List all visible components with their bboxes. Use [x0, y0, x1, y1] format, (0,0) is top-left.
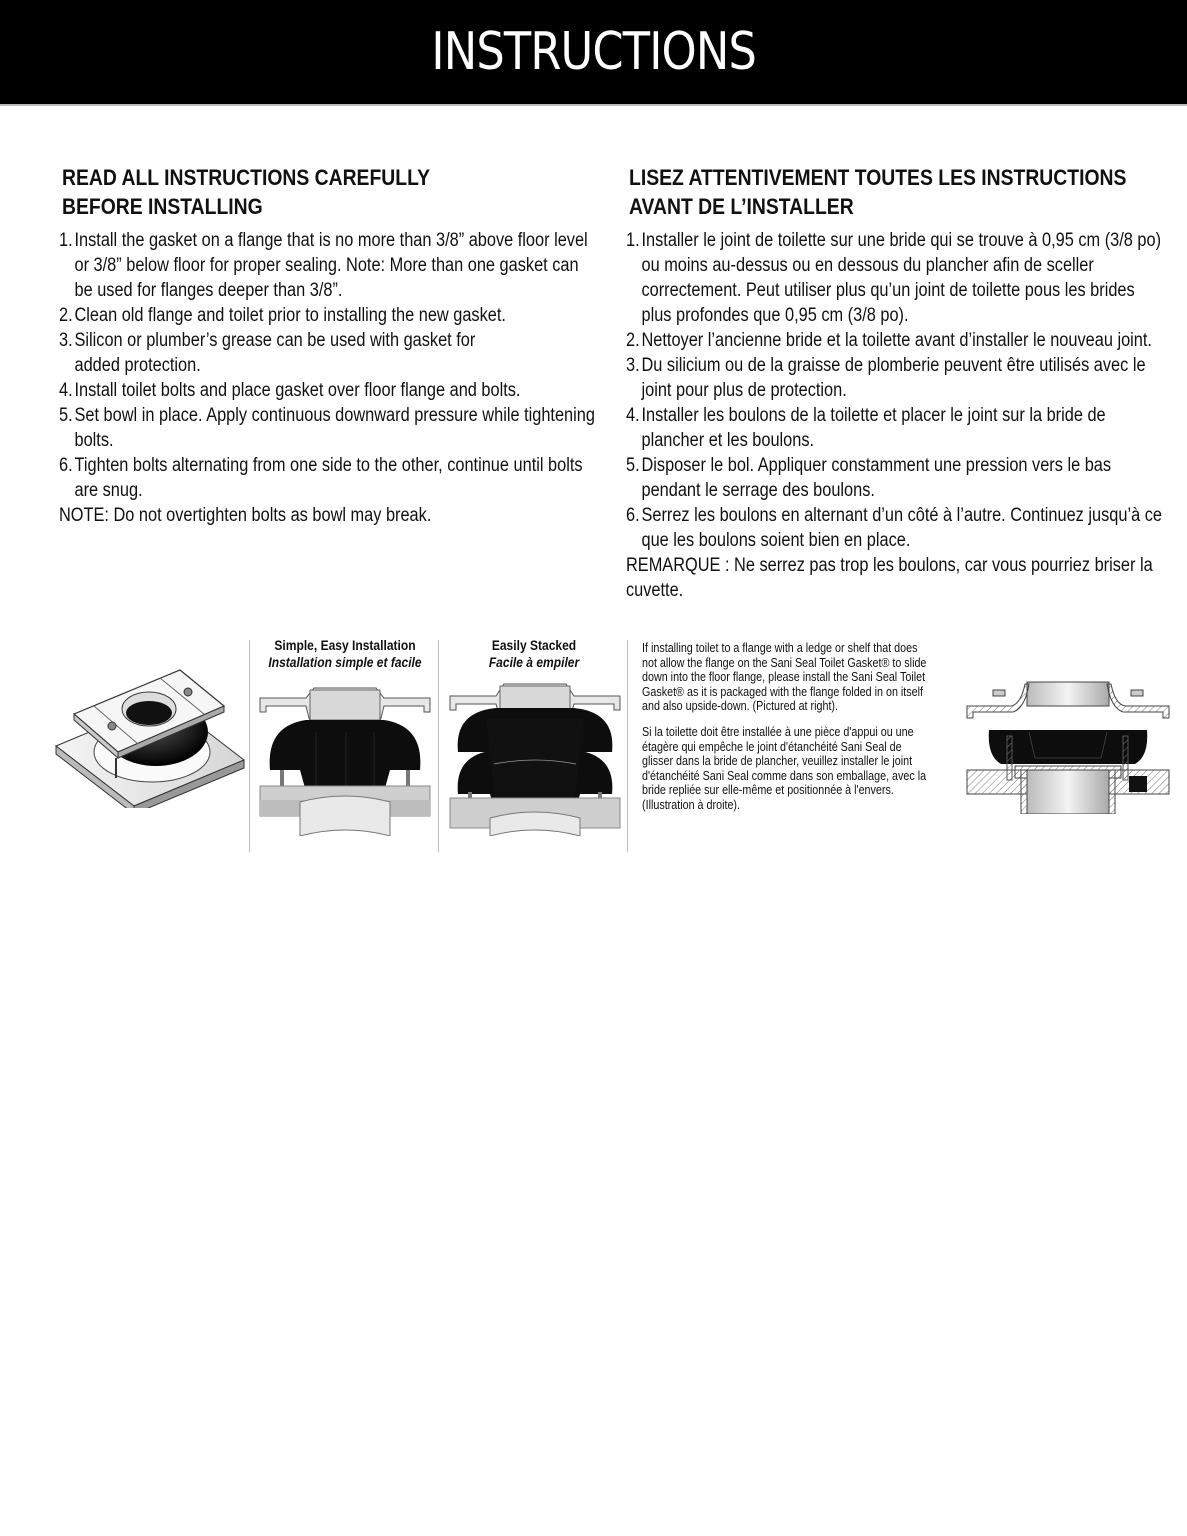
easily-stacked-caption — [453, 637, 615, 671]
step-number: 5. — [626, 455, 640, 476]
step-text: Install the gasket on a flange that is no more than 3/8” above floor level or 3/8” below floor for proper sealing. Note: More than one gasket can be used for flanges deeper than 3/8”. — [74, 230, 588, 301]
list-item — [59, 228, 601, 303]
divider — [249, 640, 250, 852]
step-number: 1. — [59, 230, 73, 251]
english-steps-list — [59, 228, 602, 503]
step-text: Silicon or plumber’s grease can be used with gasket for added protection. — [74, 330, 476, 376]
english-heading-line1: READ ALL INSTRUCTIONS CAREFULLY — [62, 165, 431, 190]
step-text: Du silicium ou de la graisse de plomberie peuvent être utilisés avec le joint pour plus de protection. — [641, 355, 1146, 401]
step-number: 5. — [59, 405, 73, 426]
stacked-title-en: Easily Stacked — [491, 637, 577, 653]
step-number: 1. — [626, 230, 640, 251]
step-text: Nettoyer l’ancienne bride et la toilette avant d’installer le nouveau joint. — [641, 330, 1152, 351]
step-number: 2. — [626, 330, 640, 351]
french-heading — [629, 163, 1168, 221]
english-note: NOTE: Do not overtighten bolts as bowl may break. — [59, 505, 432, 526]
simple-installation-caption — [264, 637, 426, 671]
list-item — [59, 303, 601, 328]
divider — [627, 640, 628, 852]
folded-note-fr: Si la toilette doit être installée à une pièce d'appui ou une étagère qui empêche le joint d'étanchéité Sani Seal de glisser dans la bride de plancher, veuillez installer le joint d'étanchéité Sani Seal comme dans son emballage, avec la bride repliée sur elle-même et positionnée à l'envers. (Illustration à droite). — [642, 724, 927, 812]
list-item — [626, 453, 1168, 503]
folded-note-en: If installing toilet to a flange with a ledge or shelf that does not allow the flange on the Sani Seal Toilet Gasket® to slide down into the floor flange, please install the Sani Seal Toilet Gasket® as it is packaged with the flange folded in on itself and also upside-down. (Pictured at right). — [642, 641, 927, 714]
step-number: 6. — [626, 505, 640, 526]
list-item — [626, 328, 1168, 353]
page-title: INSTRUCTIONS — [431, 22, 756, 82]
list-item — [626, 353, 1168, 403]
divider — [438, 640, 439, 852]
list-item — [626, 228, 1168, 328]
step-number: 3. — [59, 330, 73, 351]
simple-title-en: Simple, Easy Installation — [274, 637, 416, 653]
step-text: Tighten bolts alternating from one side to the other, continue until bolts are snug. — [74, 455, 583, 501]
step-number: 3. — [626, 355, 640, 376]
english-heading — [62, 163, 601, 221]
folded-flange-note — [642, 641, 934, 813]
stacked-title-fr: Facile à empiler — [488, 654, 580, 670]
list-item — [59, 453, 601, 503]
folded-flange-cross-section-icon — [963, 678, 1173, 819]
list-item — [59, 378, 601, 403]
step-text: Installer les boulons de la toilette et placer le joint sur la bride de plancher et les boulons. — [641, 405, 1106, 451]
step-number: 6. — [59, 455, 73, 476]
stacked-gasket-cross-section-icon — [446, 682, 624, 841]
list-item — [59, 403, 601, 453]
single-gasket-cross-section-icon — [256, 686, 434, 841]
illustration-strip — [0, 632, 1187, 854]
french-heading-line1: LISEZ ATTENTIVEMENT TOUTES LES INSTRUCTIONS — [629, 165, 1127, 190]
page-banner — [0, 0, 1187, 106]
french-note: REMARQUE : Ne serrez pas trop les boulons, car vous pourriez briser la cuvette. — [626, 555, 1153, 601]
step-number: 4. — [59, 380, 73, 401]
english-instructions — [59, 163, 602, 528]
step-number: 4. — [626, 405, 640, 426]
list-item — [59, 328, 601, 378]
step-number: 2. — [59, 305, 73, 326]
french-instructions — [626, 163, 1169, 603]
step-text: Clean old flange and toilet prior to installing the new gasket. — [74, 305, 506, 326]
step-text: Set bowl in place. Apply continuous downward pressure while tightening bolts. — [74, 405, 595, 451]
step-text: Serrez les boulons en alternant d’un côté à l’autre. Continuez jusqu’à ce que les boulons soient bien en place. — [641, 505, 1162, 551]
list-item — [626, 403, 1168, 453]
list-item — [626, 503, 1168, 553]
step-text: Install toilet bolts and place gasket over floor flange and bolts. — [74, 380, 521, 401]
french-steps-list — [626, 228, 1169, 553]
step-text: Disposer le bol. Appliquer constamment une pression vers le bas pendant le serrage des boulons. — [641, 455, 1112, 501]
step-text: Installer le joint de toilette sur une bride qui se trouve à 0,95 cm (3/8 po) ou moins au-dessus ou en dessous du plancher afin de sceller correctement. Peut utiliser plus qu’un joint de toilette pous les brides plus profondes que 0,95 cm (3/8 po). — [641, 230, 1162, 326]
gasket-isometric-illustration-icon — [52, 648, 248, 813]
french-heading-line2: AVANT DE L’INSTALLER — [629, 194, 854, 219]
english-heading-line2: BEFORE INSTALLING — [62, 194, 263, 219]
simple-title-fr: Installation simple et facile — [268, 654, 422, 670]
